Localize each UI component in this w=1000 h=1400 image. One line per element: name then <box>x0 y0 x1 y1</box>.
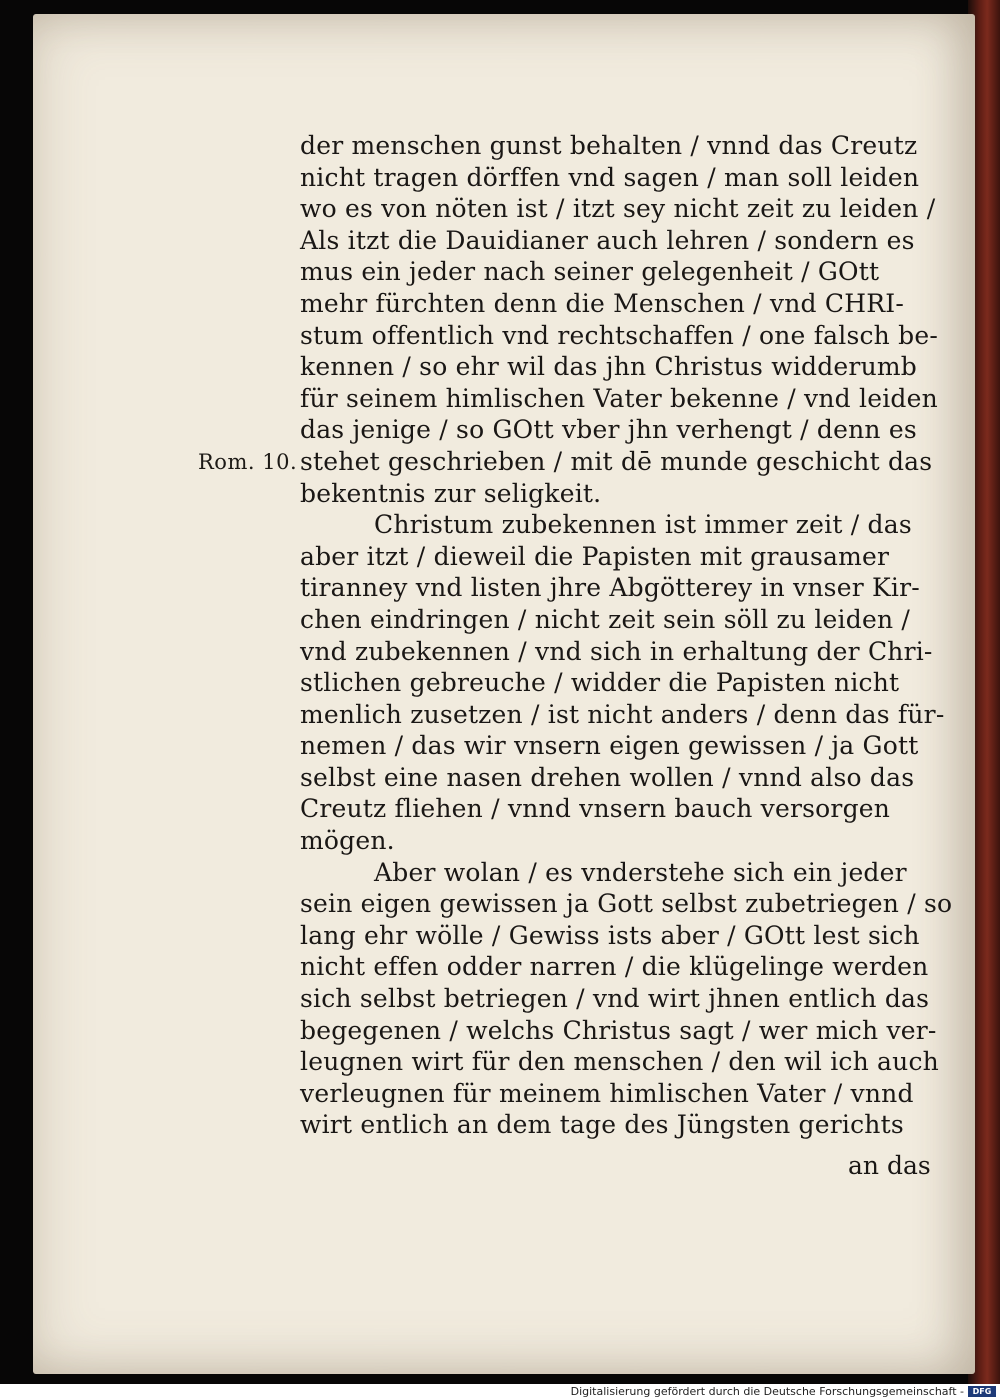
text-line: das jenige / so GOtt vber jhn verhengt / denn es <box>300 415 917 445</box>
paragraph-start-line: Aber wolan / es vnderstehe sich ein jeder <box>374 857 907 887</box>
text-line: begegenen / welchs Christus sagt / wer mich ver- <box>300 1015 937 1045</box>
text-line: mögen. <box>300 826 395 856</box>
text-line: bekentnis zur seligkeit. <box>300 478 602 508</box>
text-line: sein eigen gewissen ja Gott selbst zubetriegen / so <box>300 889 953 919</box>
text-line: für seinem himlischen Vater bekenne / vnd leiden <box>300 383 938 413</box>
text-line: stlichen gebreuche / widder die Papisten nicht <box>300 668 900 698</box>
text-line: Creutz fliehen / vnnd vnsern bauch versorgen <box>300 794 891 824</box>
paragraph-start-line: Christum zubekennen ist immer zeit / das <box>374 510 912 540</box>
text-line: mus ein jeder nach seiner gelegenheit / GOtt <box>300 257 880 287</box>
text-line: wirt entlich an dem tage des Jüngsten gerichts <box>300 1110 904 1140</box>
body-text <box>300 130 953 1141</box>
text-line: stehet geschrieben / mit dē munde geschicht das <box>300 446 933 476</box>
text-line: wo es von nöten ist / itzt sey nicht zeit zu leiden / <box>300 194 936 224</box>
text-line: sich selbst betriegen / vnd wirt jhnen entlich das <box>300 984 930 1014</box>
text-line: lang ehr wölle / Gewiss ists aber / GOtt lest sich <box>300 920 920 950</box>
text-line: Als itzt die Dauidianer auch lehren / sondern es <box>300 225 915 255</box>
text-line: nicht effen odder narren / die klügelinge werden <box>300 952 929 982</box>
catchword: an das <box>848 1151 931 1180</box>
margin-reference: Rom. 10. <box>198 450 298 474</box>
text-line: tiranney vnd listen jhre Abgötterey in vnser Kir- <box>300 573 920 603</box>
text-line: aber itzt / dieweil die Papisten mit grausamer <box>300 541 890 571</box>
footer-credit: Digitalisierung gefördert durch die Deutsche Forschungsgemeinschaft - <box>570 1385 964 1398</box>
text-line: stum offentlich vnd rechtschaffen / one falsch be- <box>300 320 938 350</box>
text-line: verleugnen für meinem himlischen Vater / vnnd <box>300 1078 914 1108</box>
text-line: mehr fürchten denn die Menschen / vnd CHRI- <box>300 288 904 318</box>
text-line: menlich zusetzen / ist nicht anders / denn das für- <box>300 699 945 729</box>
text-line: selbst eine nasen drehen wollen / vnnd also das <box>300 762 915 792</box>
text-line: kennen / so ehr wil das jhn Christus widderumb <box>300 352 917 382</box>
text-line: vnd zubekennen / vnd sich in erhaltung der Chri- <box>300 636 933 666</box>
text-line: nicht tragen dörffen vnd sagen / man soll leiden <box>300 162 920 192</box>
text-line: leugnen wirt für den menschen / den wil ich auch <box>300 1047 939 1077</box>
text-line: der menschen gunst behalten / vnnd das Creutz <box>300 131 918 160</box>
text-line: nemen / das wir vnsern eigen gewissen / ja Gott <box>300 731 919 761</box>
dfg-logo: DFG <box>968 1386 996 1397</box>
text-line: chen eindringen / nicht zeit sein söll zu leiden / <box>300 604 911 634</box>
